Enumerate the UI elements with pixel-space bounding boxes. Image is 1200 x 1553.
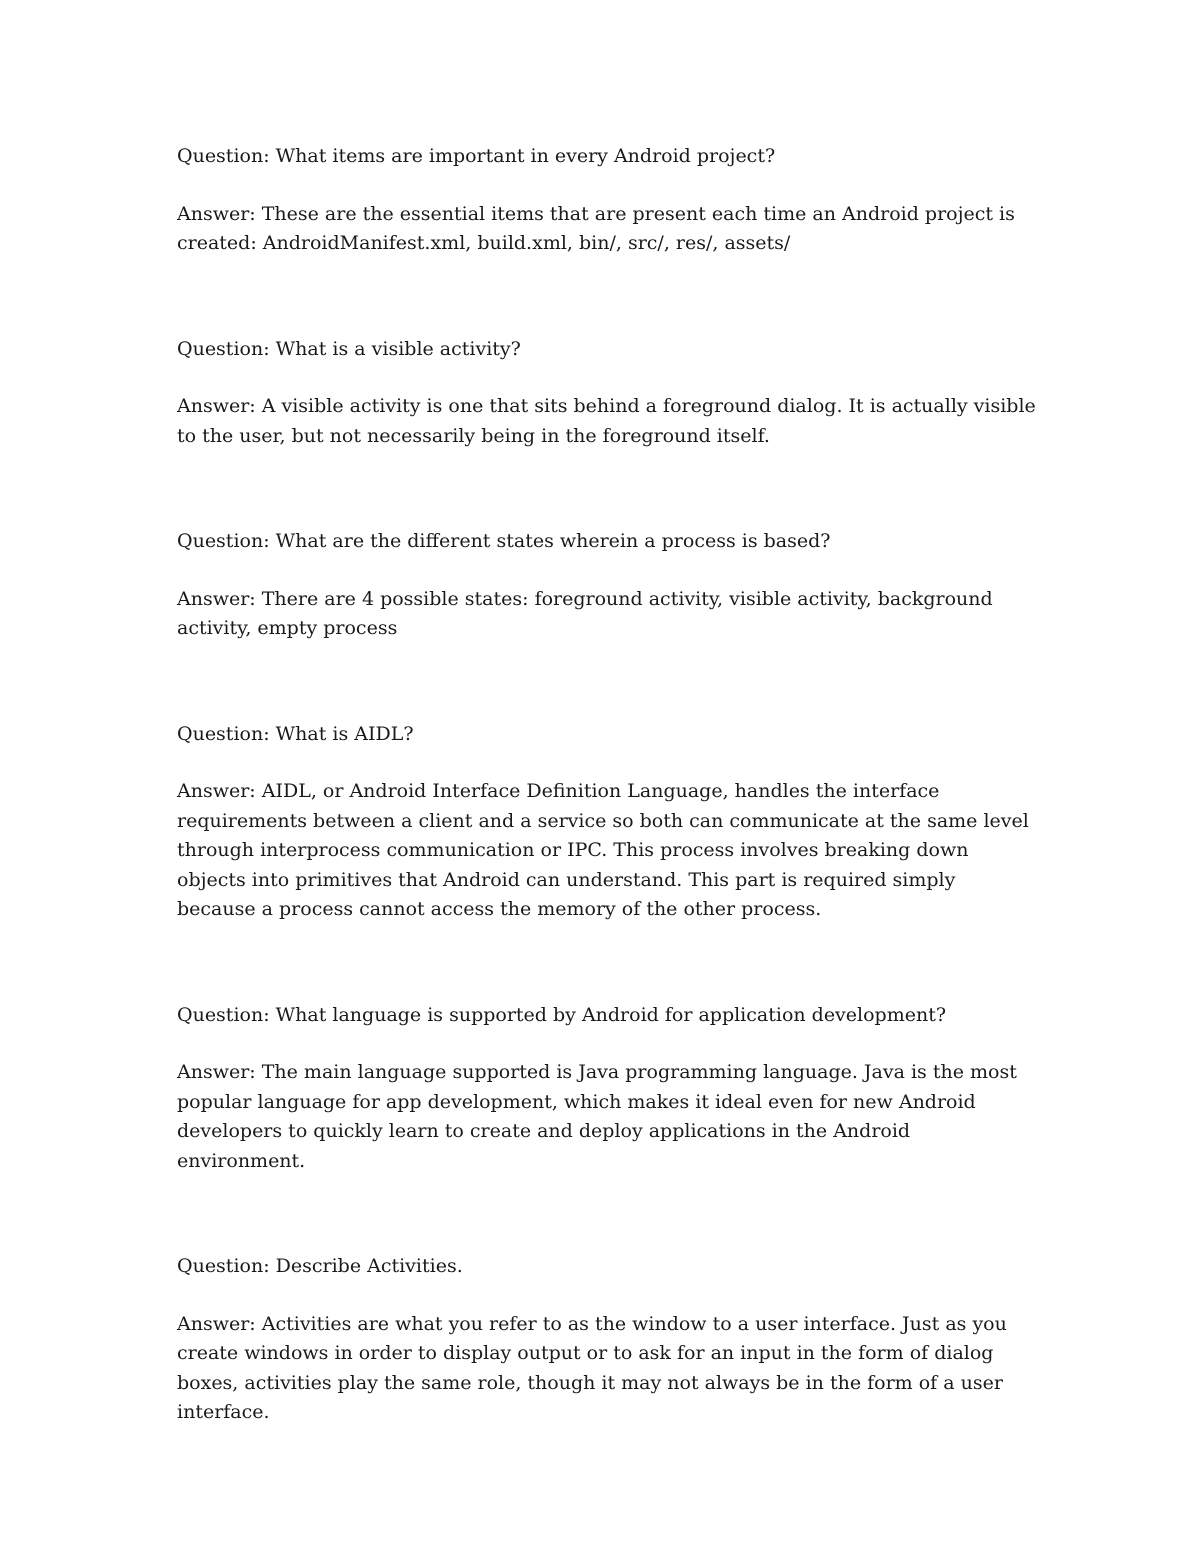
- qa-item: [177, 335, 1037, 452]
- answer-text: Answer: AIDL, or Android Interface Definition Language, handles the interface requirements between a client and a service so both can communicate at the same level through interprocess communication or IPC. This process involves breaking down objects into primitives that Android can understand. This part is required simply because a process cannot access the memory of the other process.: [177, 780, 1029, 920]
- answer-text: Answer: The main language supported is Java programming language. Java is the most popular language for app development, which makes it ideal even for new Android developers to quickly learn to create and deploy applications in the Android environment.: [177, 1061, 1017, 1172]
- question-text: Question: Describe Activities.: [177, 1255, 463, 1277]
- question-text: Question: What items are important in every Android project?: [177, 145, 776, 167]
- document-body: [177, 142, 1037, 1428]
- question-text: Question: What are the different states wherein a process is based?: [177, 530, 831, 552]
- question-text: Question: What is AIDL?: [177, 722, 414, 745]
- question-text: Question: What language is supported by Android for application development?: [177, 1003, 947, 1026]
- qa-item: [177, 1252, 1037, 1428]
- qa-item: [177, 142, 1037, 259]
- answer-text: Answer: These are the essential items that are present each time an Android project is created: AndroidManifest.xml, build.xml, bin/, src/, res/, assets/: [177, 202, 1015, 254]
- question-text: Question: What is a visible activity?: [177, 337, 521, 360]
- answer-text: Answer: Activities are what you refer to as the window to a user interface. Just as you create windows in order to display output or to ask for an input in the form of dialog boxes, activities play the same role, though it may not always be in the form of a user interface.: [177, 1312, 1007, 1423]
- qa-item: [177, 527, 1037, 644]
- answer-text: Answer: There are 4 possible states: foreground activity, visible activity, background activity, empty process: [177, 587, 993, 639]
- qa-item: [177, 1001, 1037, 1177]
- answer-text: Answer: A visible activity is one that sits behind a foreground dialog. It is actually visible to the user, but not necessarily being in the foreground itself.: [177, 395, 1036, 447]
- qa-item: [177, 720, 1037, 925]
